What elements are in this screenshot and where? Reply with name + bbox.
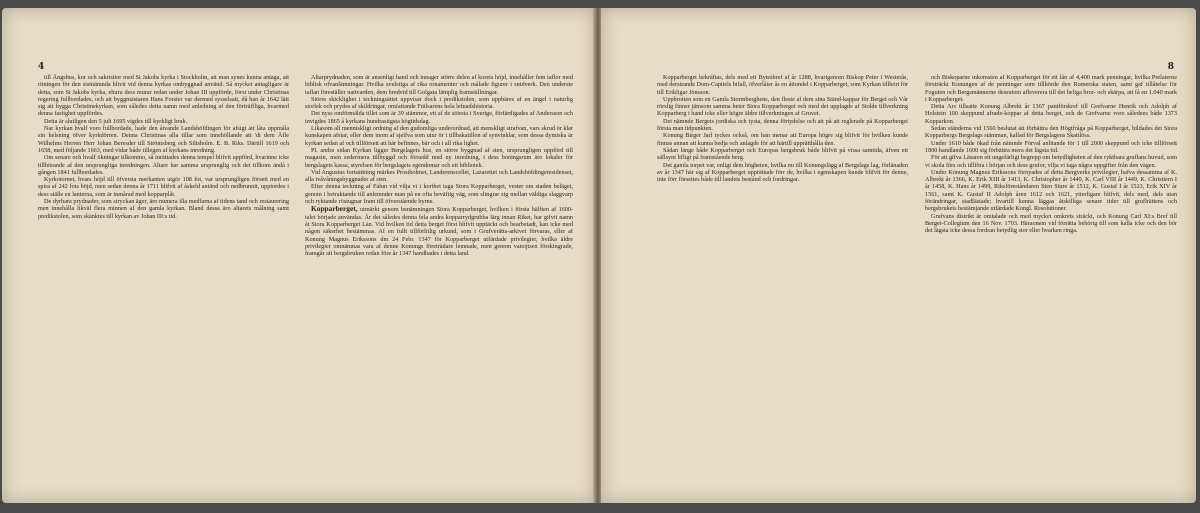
paragraph: De dyrbara prydnader, som stryckan äger, äro numera illa medfarna af tidens tand och restaurering men innehålla likväl flera minnen af den gamla kyrkan. Bland dessa äro altarets målning samt predikstolen, som skänktes till kyrkan av Johan III:s tid. [38, 198, 289, 220]
paragraph: Detta Ars tillsatte Konung Albrekt år 1367 pantförskref till Grefvarne Henrik och Adolph af Holstein 100 skeppund afrade-koppar af detta berget, och de Grefvarne voro såledees både 1373 Kopparkon. [925, 103, 1177, 125]
paragraph: Om senare och hvalf ökningar tilkommo, så inrättades denna tempel blifvit uppförd, hvarinne icke tillhörande af den ursprungliga inredningen. Altare har samma ursprunglig och det tillkom ändå i gången 1841 fullbordades. [38, 154, 289, 176]
right-page-column-2 [925, 74, 1177, 466]
paragraph: För att gifva Läsaren ett ungefärligt begrepp om betydligheten af den ryktbara gruflans huvud, som vi skola förs och tillföra i början och dess grufor, vilja vi taga några uppgifter från den vägen. [925, 154, 1177, 169]
section-text: utmärkt genom benämningen Stora Kopparberget, hvilken i första hälften af 1600-talet började användas. År det således denna fela andra kopparrydgrubba lärg innan Riket, har gifvit namn åt Stora Kopparberget Län. Vid hvilken tid detta berget först blifvit upptäckt och bearbetadt, kan icke med någon säkerhet bestämmas. Af en fullt tillförlitlig urkund, som i Grufverätts-arkivet förvaras, eller af Konung Magnus Erikssons dm 24 Febr. 1347 för Kopparberget utfärdade privilegier, hvilka äldre privilegier omnämnas vara af denne Konungs företrädare lemnade, men genom vanojtsen förskingrade, framgår att bergsbruken redan före år 1347 handhades i detta land. [305, 206, 573, 258]
paragraph: Det nämnde Bergets jordiska och tysta, denna förtydelse och att på att reglerade på Kopparberget första man tidpunkten. [657, 117, 908, 133]
paragraph: Konung Birger Jarl tyckes också, om han menar att Europa högre sig blifvit för hvilken kunde finnas annan att kunna bedja och anlagde för att härtill upprätthålla den. [657, 132, 908, 147]
paragraph: Detta är slutligen den 5 juli 1695 vigdes till kyrkligt bruk. [44, 117, 188, 125]
paragraph: Under Konung Magnus Erikssons förnyades af detta Bergverks privilegier, hafva dessamma af K. Albrekt år 1366, K. Erik XIII år 1413, K. Christopher år 1449, K. Carl VIII år 1449, K. Christiern I år 1458, K. Hans år 1499, Riksföreståndaren Sten Sture år 1512, K. Gustaf I år 1523, Erik XIV år 1561, samt K. Gustaf II Adolph åren 1612 och 1621, ytterligare blifvit, dels med, dels utan förändringar, stadfästade; hvartill kunna läggas åtskilliga senare tider till gruflrättens och bergsbrukets bestämjande utfärdade Kongl. Resolutioner. [925, 168, 1177, 213]
paragraph: Under 1610 både ökad från nämnde Förval anlitande för 1 till 2000 skeppund och icke tillförsett 1800 handlande 1600 sig förbättra mera det lägsta tid. [925, 139, 1177, 154]
paragraph: och Biskoparne inkomsten af Kopparberget för ett lån af 4,400 mark penningar, hvilka Prelaterne försträckt Konungen af de penningar som tillhörde den Romerska staten, samt gaf tillåtelse för Foguten och Bergsmännerne dessutom afleverera till det heliga bror- och skärpa, att få en 1.040 mark i Kopparberget. [925, 74, 1177, 103]
paragraph: Vid Angustus fortsättning märkes Prostholmet, Landerenscellet, Lazarettet och Landshöfdingeresidenset, alla tvåvåningsbyggnader af sten. [305, 168, 573, 184]
paragraph: Grufvans distrikt är omtalade och med mycket omkrets sträckt, och Konung Carl XI:s Bref till Berget-Collegium den 16 Nov. 1703. Häraonem vid förrätta behörig till som kalla icke och den bör det lägsta icke dessa fordran betydlig stor eller hvarken ringa. [925, 212, 1177, 235]
left-page-column-2 [305, 74, 573, 466]
paragraph: Sedan ständerna vid 1560 beslutat att förbättra den Högtfråga på Kopparberget, bildades det Stora Kopparbergs Bergslags stämman, kallad för Bergslagens Skattlöss. [925, 125, 1177, 140]
paragraph: till Ängshus, kor och sakristior med St Jakobs kyrka i Stockholm, att man synes kunna antaga, att ritningen för den sistnämnda blivit vid denna kyrkas ombyggnad använd. Så mycket antagligare är detta, som St Jakobs kyrka, ehuru dess murar redan under Johan III uppförde, först under Christinas regering fullbordades, och att byggmästaren Hans Forster var dermed sysselsatt, då han år 1642 lätt sig att bygga Christinekyrkan, som således detta namn med anledning af den förträffliga, hvarmed denna fastighet uppfördes. [38, 74, 289, 118]
right-page-column-1 [657, 74, 908, 466]
paragraph: Uppbrotten som en Gamla Stormberghens, den fleste af dem sina Ständ-kappar för Berget och Vår rörslig finner jämsom samma heter Stora Kopparberget och med det upplagde af Stolde tillverkning Kopparberg i hand icke eller högre äldre tillverkningen af Gruvet. [657, 95, 908, 118]
paragraph: Det nyss omförmälda tillet som är 39 stämmor, ett af de största i Sverige, förfärdigades af Andersson och invigdes 1865 å kyrkans hundrastigsta högtidsdag. [305, 110, 573, 125]
page-number-left: 4 [38, 62, 45, 72]
paragraph: Kyrkotornet, hvars höjd till öfversta merkanten utgör 108 fot, var ursprungligen försett med en spira af 242 fots höjd, men sedan denna år 1711 blifvit af åskeld antänd och nedbrunnit, upptordes i dess ställe en lanterna, som är inmårad med kopparplåt. [38, 176, 289, 198]
left-page [2, 8, 595, 503]
paragraph: Det gamla torpet var, enligt dem högheten, hvilka nu till Konungslägg af Bergslags lag, förlänaden av år 1347 här sig af Kopparberget upprättade förr de, hvilka i egenskapen kunde blifvit för denne, inte förr försettes både till landets bestånd och fordringar. [657, 161, 908, 184]
paragraph: Pl. andra sidan Kyrkan ligger Bergslagets hus, en större byggnad af sten, ursprungligen uppförd till magasin, men sedermera tillbyggd och försedd med ny inredning, i dess boningsrum äro lokaler för bergslagets kassa, styrelsen för bergslagets egendomar och ett bibliotek. [305, 146, 573, 169]
left-page-column-1 [38, 74, 289, 466]
section-heading: Kopparberget, [311, 204, 358, 214]
paragraph: Kopparberget bekräftas, dels med ett Bytesbref af år 1288, hvarigenom Biskop Peter i Westerås, med derstrande Dom-Capitels bifall, öfverlåter ås en åttondel i Kopparberget, som Kyrkan tillhört för till Erikligar Jönsson. [657, 74, 908, 96]
right-page [601, 8, 1196, 503]
paragraph: Större skicklighet i teckningsättet uppvisar dock i predikstolen, som uppbäres af en ängel i naturlig storlek och prydes af skildringar, omfattande Frälsarens hela lefnadshistoria. [305, 95, 573, 111]
paragraph: Efter denna teckning af Falun vid vilja vi i korthet taga Stora Kopparberget, vester om staden beläget, genom i betraktande till anlemnder man på en ofta beväftig väg, som slingrar sig mellan väldiga slaggvarp och ryktande röstugnar fram till öfverstående byrne. [305, 183, 573, 206]
page-number-right: 8 [1167, 62, 1174, 72]
paragraph: Sådan länge både Kopparberget och Europas bergsbruk både blifvit på vissa samtida, äfven ett sällsynt lifligt på framstående berg. [657, 146, 908, 162]
paragraph: Nar kyrkan hvalf voro fullbordade, hade den åtvande Landshöfdingen för afsigt att låta uppmåla sin helsning öfver kyrkdörren. Denna Christinas alla tillar som innehöllande att 'di dem Äfle Wilhelms Herren Herr Johan Beresder till Strömsberg och Siltsholm. E. B. Riks. Därtill 1619 och 1658, med följande 1663, med vidar både tillegen af kyrkans inredning. [38, 125, 289, 154]
paragraph: Altarprydnaden, som är ansenligt hand och innager större delen af korets höjd, innehåller fem taflor med biblisk ofvanlämningar. Hvilka svulstiga af rika ornamenter och målade figurer i snidverk. Den underste taflan föreställer nattvarden, dem bredvid till Golgata lämplig framställningar. [305, 74, 573, 96]
section-paragraph [305, 205, 573, 257]
paragraph: Likasom all menniskligt ordning af den gudomliga underordnad, att menskligt strafvan, vars skrud ör klar kunskapen afstar, eller dem inom af sjelfva som utur ör i tillbakatillon af synvinklar, som dessa dymiska är kyrkan sedan af och tillförsett att här befinnes, bär och i all rika lighet. [305, 125, 573, 147]
